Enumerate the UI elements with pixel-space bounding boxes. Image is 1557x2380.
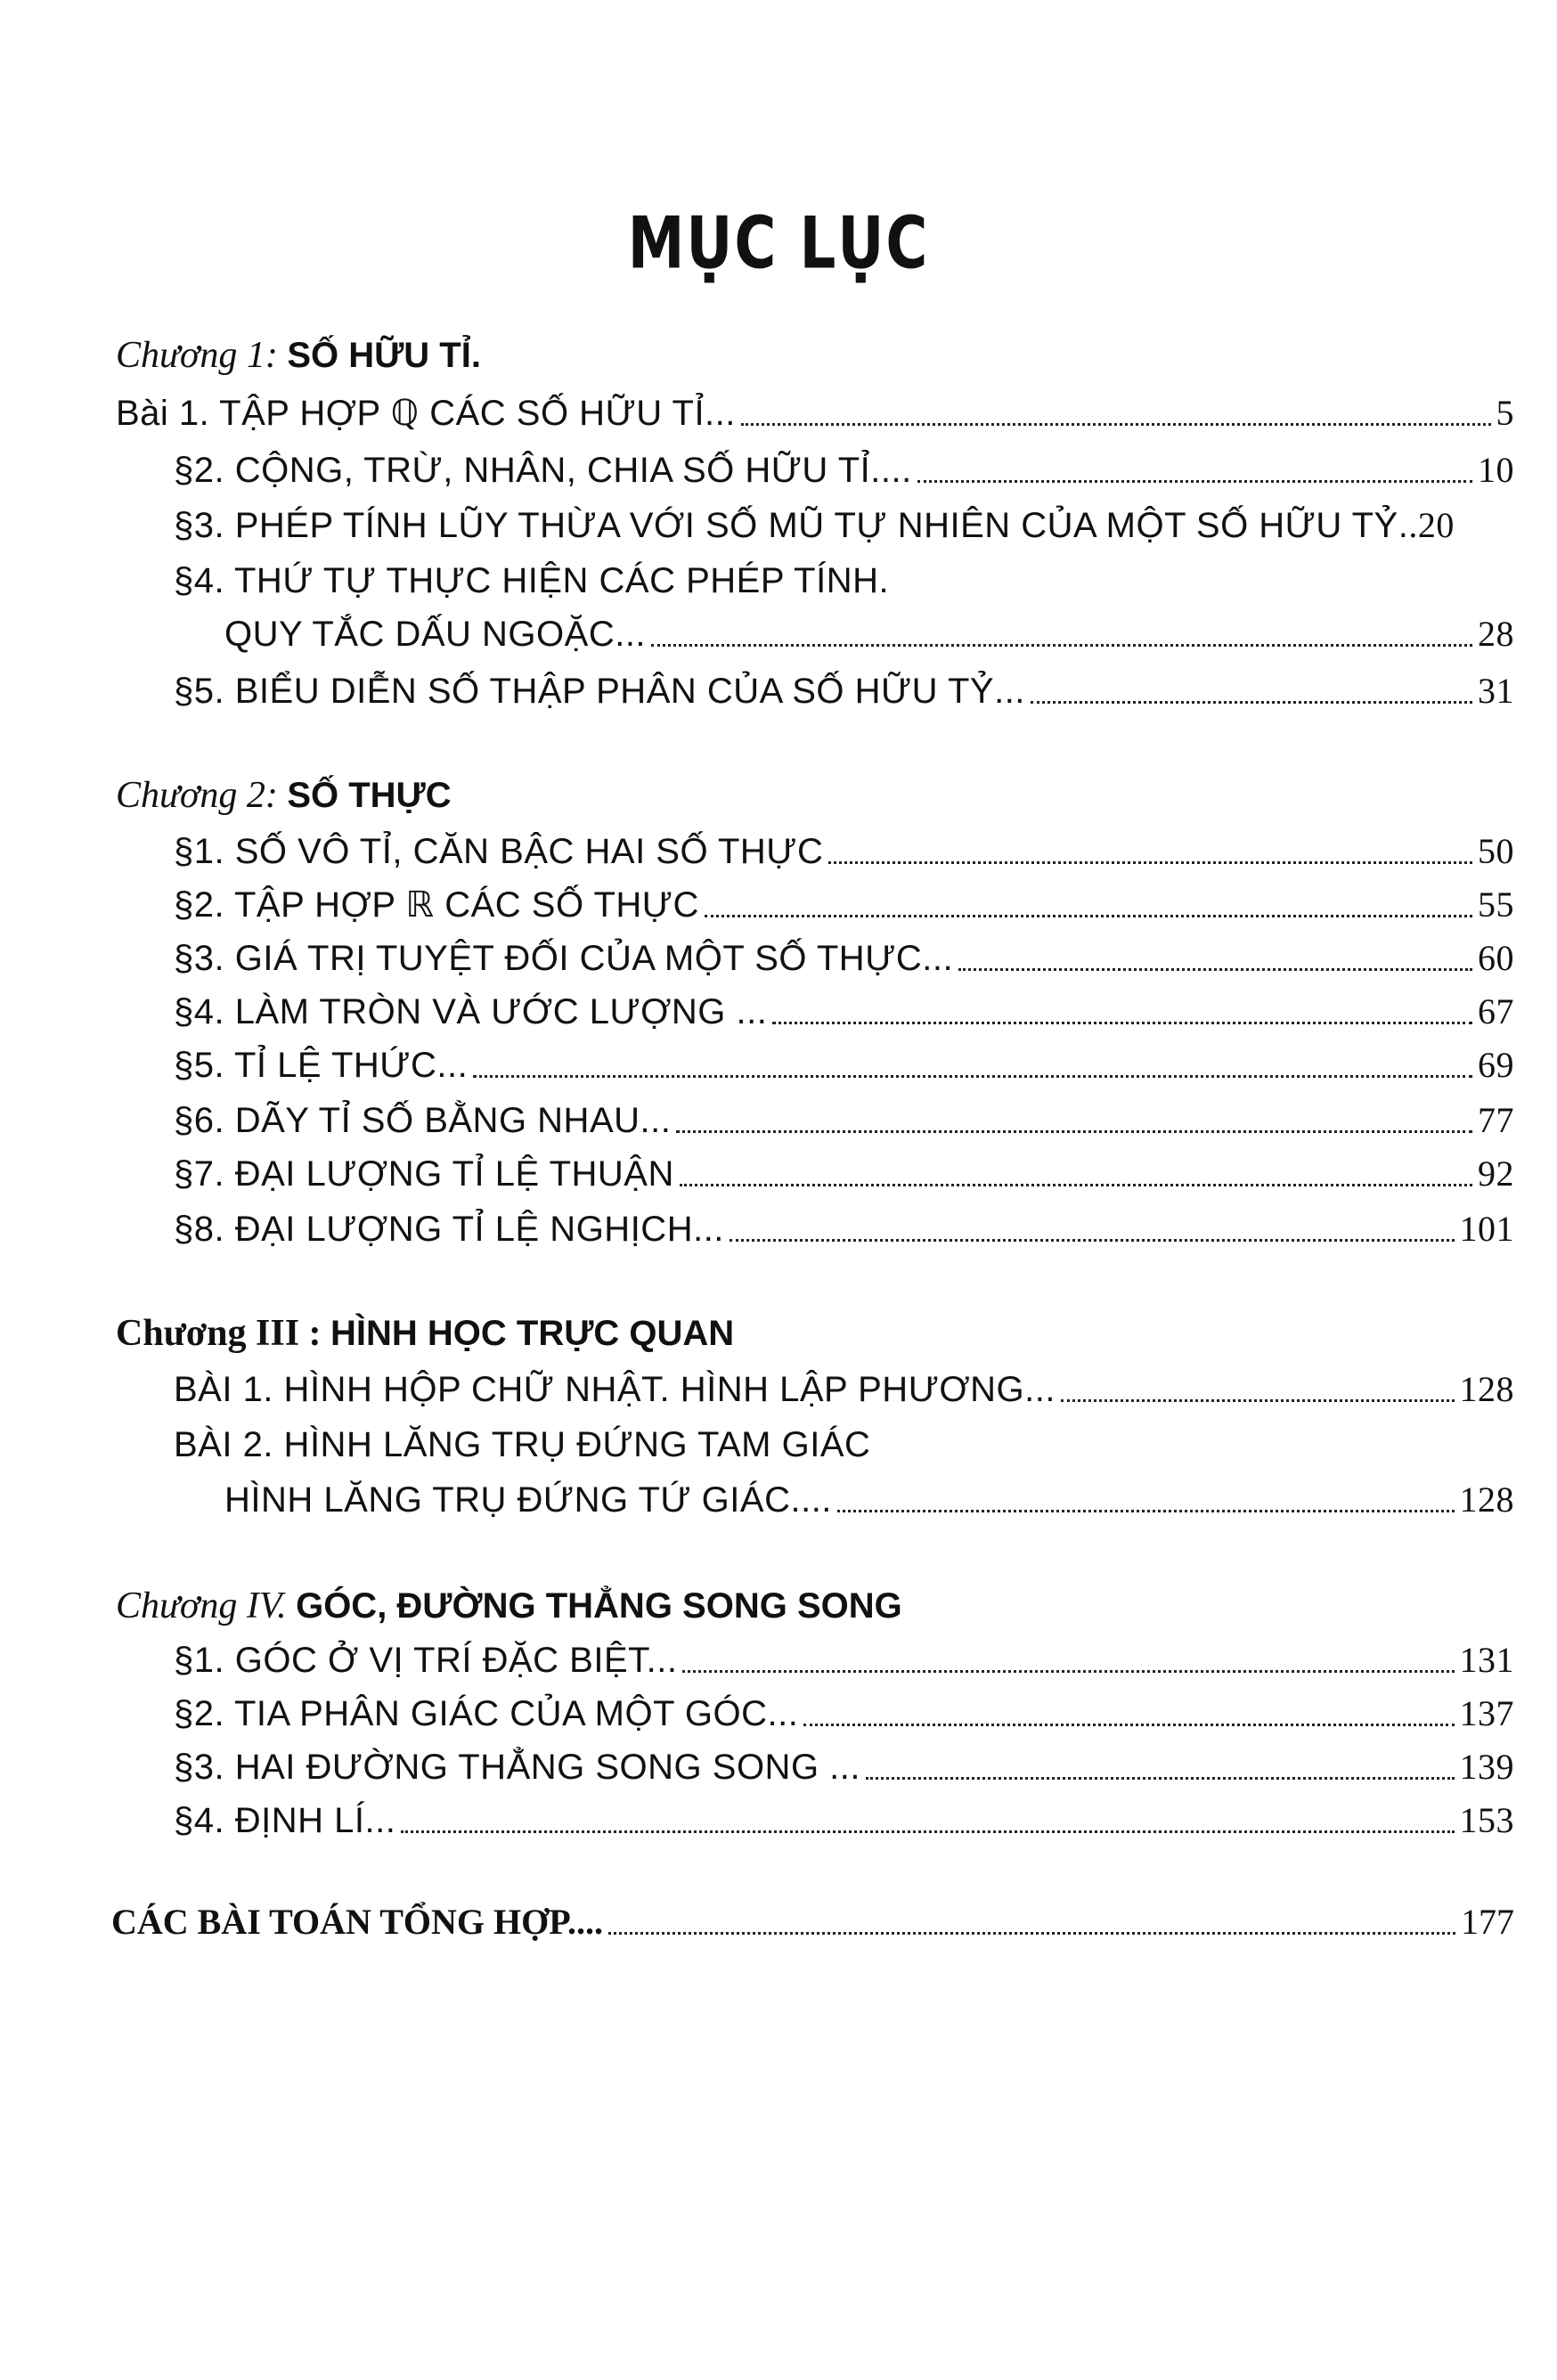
toc-entry[interactable] (174, 673, 1514, 709)
chapter-2-heading (116, 777, 452, 814)
toc-entry-page: 153 (1459, 1800, 1514, 1840)
toc-entry-text: §4. THỨ TỰ THỰC HIỆN CÁC PHÉP TÍNH. (174, 561, 890, 600)
dot-leader (401, 1830, 1454, 1833)
toc-entry-text: §6. DÃY TỈ SỐ BẰNG NHAU... (174, 1101, 672, 1140)
toc-entry-text: §5. BIỂU DIỄN SỐ THẬP PHÂN CỦA SỐ HỮU TỶ... (174, 672, 1025, 711)
toc-entry[interactable] (224, 1479, 1514, 1520)
toc-entry[interactable] (174, 831, 1514, 871)
toc-entry[interactable] (116, 395, 1514, 431)
toc-entry-text: BÀI 1. HÌNH HỘP CHỮ NHẬT. HÌNH LẬP PHƯƠNG... (174, 1370, 1056, 1409)
toc-entry-page: 50 (1478, 831, 1514, 871)
toc-entry[interactable] (174, 505, 1514, 545)
toc-entry[interactable] (174, 1642, 1514, 1678)
toc-entry-page: 131 (1459, 1640, 1514, 1680)
toc-entry-page: 5 (1496, 393, 1514, 433)
dot-leader (741, 423, 1491, 426)
chapter-1-label: Chương 1: (116, 335, 278, 376)
dot-leader (803, 1724, 1454, 1726)
dot-leader (1031, 701, 1472, 704)
chapter-2-label: Chương 2: (116, 775, 278, 816)
dot-leader (651, 644, 1472, 647)
toc-entry[interactable] (174, 1693, 1514, 1733)
toc-entry-text: QUY TẮC DẤU NGOẶC... (224, 615, 647, 654)
toc-summary-page: 177 (1461, 1902, 1514, 1942)
toc-entry[interactable] (174, 1211, 1514, 1247)
dot-leader (473, 1075, 1472, 1078)
toc-entry-text: §4. ĐỊNH LÍ... (174, 1801, 396, 1840)
page-title: MỤC LỤC (627, 203, 930, 286)
toc-summary-entry[interactable] (111, 1904, 1514, 1940)
toc-entry-page: 31 (1478, 671, 1514, 711)
dot-leader (705, 915, 1472, 917)
toc-entry-page: 128 (1459, 1369, 1514, 1409)
chapter-3-label: Chương III : (116, 1313, 322, 1354)
dot-leader (772, 1022, 1472, 1024)
toc-summary-text: CÁC BÀI TOÁN TỔNG HỢP.... (111, 1902, 603, 1942)
toc-entry-text: §3. HAI ĐƯỜNG THẲNG SONG SONG ... (174, 1748, 861, 1787)
dot-leader (866, 1777, 1454, 1780)
toc-entry-text: §5. TỈ LỆ THỨC... (174, 1046, 469, 1085)
toc-entry-text: BÀI 2. HÌNH LĂNG TRỤ ĐỨNG TAM GIÁC (174, 1425, 871, 1464)
toc-entry-text: §4. LÀM TRÒN VÀ ƯỚC LƯỢNG ... (174, 992, 768, 1031)
toc-entry-page: 55 (1478, 884, 1514, 925)
toc-entry-page: 10 (1478, 450, 1514, 490)
chapter-3-heading (116, 1315, 734, 1352)
toc-entry-page: 60 (1478, 938, 1514, 978)
toc-entry-text: Bài 1. TẬP HỢP ℚ CÁC SỐ HỮU TỈ... (116, 394, 736, 433)
chapter-4-label: Chương IV. (116, 1585, 287, 1626)
toc-entry-text: §3. PHÉP TÍNH LŨY THỪA VỚI SỐ MŨ TỰ NHIÊN CỦA MỘT SỐ HỮU TỶ. (174, 506, 1409, 545)
toc-entry[interactable] (174, 1800, 1514, 1840)
toc-entry-page: 92 (1478, 1153, 1514, 1194)
toc-entry-page: 101 (1459, 1209, 1514, 1249)
toc-entry-page: 28 (1478, 614, 1514, 654)
dot-leader (608, 1932, 1455, 1935)
toc-entry-page: 77 (1478, 1100, 1514, 1140)
chapter-1-title: SỐ HỮU TỈ. (287, 336, 481, 375)
dot-leader (837, 1510, 1455, 1512)
toc-entry-page: 139 (1459, 1747, 1514, 1787)
dot-leader (680, 1184, 1472, 1186)
toc-entry-text: §3. GIÁ TRỊ TUYỆT ĐỐI CỦA MỘT SỐ THỰC... (174, 939, 954, 978)
toc-entry-text: §2. TIA PHÂN GIÁC CỦA MỘT GÓC... (174, 1694, 799, 1733)
toc-entry-text: §2. CỘNG, TRỪ, NHÂN, CHIA SỐ HỮU TỈ.... (174, 451, 912, 490)
toc-entry[interactable] (174, 1153, 1514, 1194)
toc-entry-page: 128 (1459, 1479, 1514, 1520)
chapter-1-heading (116, 337, 481, 374)
dot-leader (730, 1239, 1455, 1242)
toc-entry-text: §8. ĐẠI LƯỢNG TỈ LỆ NGHỊCH... (174, 1210, 724, 1249)
toc-entry[interactable] (174, 1749, 1514, 1785)
toc-entry-text: §7. ĐẠI LƯỢNG TỈ LỆ THUẬN (174, 1154, 674, 1194)
toc-entry[interactable] (174, 1047, 1514, 1083)
toc-entry-page: .20 (1408, 505, 1455, 545)
dot-leader (917, 480, 1472, 483)
dot-leader (1061, 1399, 1455, 1402)
dot-leader (682, 1670, 1454, 1673)
dot-leader (676, 1130, 1472, 1133)
dot-leader (958, 968, 1472, 971)
toc-entry-text: §1. SỐ VÔ TỈ, CĂN BẬC HAI SỐ THỰC (174, 832, 824, 871)
chapter-4-title: GÓC, ĐƯỜNG THẲNG SONG SONG (296, 1586, 902, 1626)
chapter-4-heading (116, 1587, 902, 1625)
toc-entry[interactable] (174, 1100, 1514, 1140)
toc-entry-page: 69 (1478, 1045, 1514, 1085)
toc-entry[interactable] (174, 938, 1514, 978)
toc-entry-page: 67 (1478, 991, 1514, 1031)
dot-leader (828, 861, 1472, 864)
toc-entry[interactable] (224, 616, 1514, 652)
toc-entry[interactable] (174, 991, 1514, 1031)
toc-entry-page: 137 (1459, 1693, 1514, 1733)
toc-entry-text: §1. GÓC Ở VỊ TRÍ ĐẶC BIỆT... (174, 1641, 678, 1680)
toc-entry[interactable] (174, 1369, 1514, 1409)
toc-entry-text: HÌNH LĂNG TRỤ ĐỨNG TỨ GIÁC.... (224, 1480, 832, 1520)
chapter-2-title: SỐ THỰC (287, 776, 452, 815)
toc-entry[interactable] (174, 452, 1514, 488)
chapter-3-title: HÌNH HỌC TRỰC QUAN (330, 1314, 735, 1353)
toc-entry[interactable] (174, 884, 1514, 925)
toc-entry-text: §2. TẬP HỢP ℝ CÁC SỐ THỰC (174, 885, 699, 925)
